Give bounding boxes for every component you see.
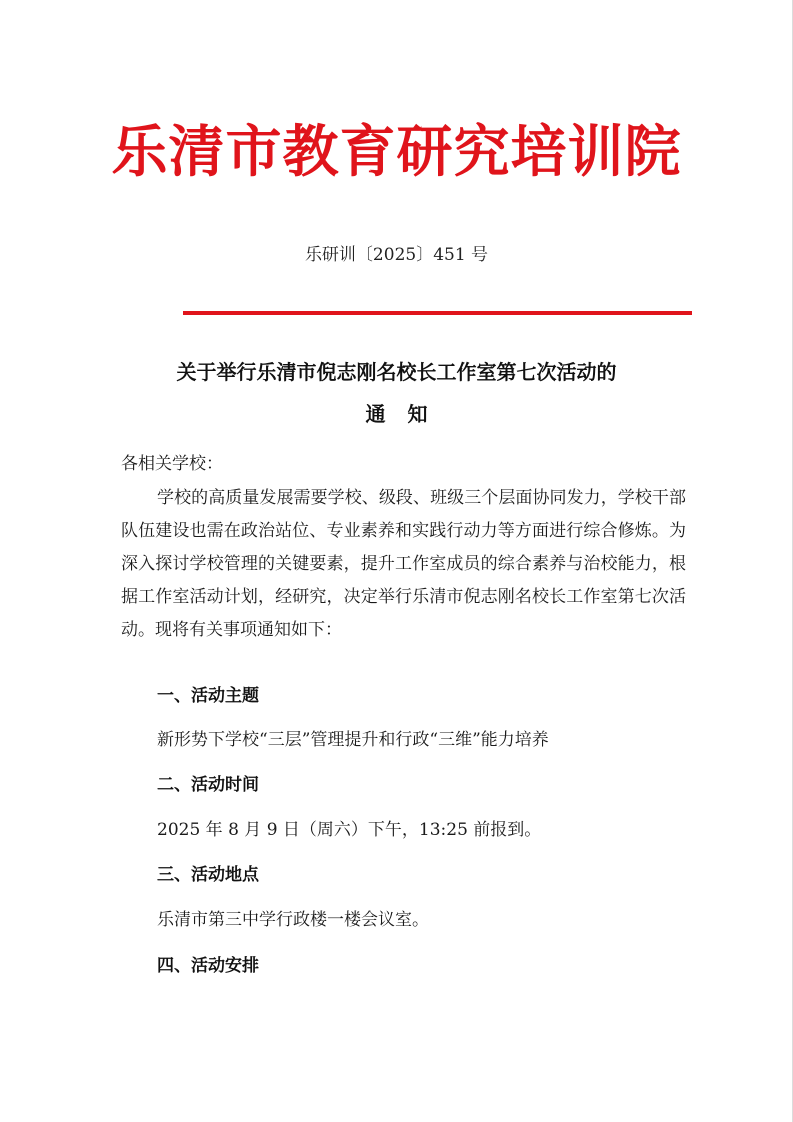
notice-title-line-1: 关于举行乐清市倪志刚名校长工作室第七次活动的 [176,360,617,384]
intro-paragraph: 学校的高质量发展需要学校、级段、班级三个层面协同发力，学校干部队伍建设也需在政治站位、专业素养和实践行动力等方面进行综合修炼。为深入探讨学校管理的关键要素，提升工作室成员的综合素养与治校能力，根据工作室活动计划，经研究，决定举行乐清市倪志刚名校长工作室第七次活动。现将有关事项通知如下： [121,488,686,640]
salutation: 各相关学校： [121,454,223,474]
notice-title-line-2: 通知 [365,402,450,426]
organization-header: 乐清市教育研究培训院 [111,119,682,185]
section-heading-arrangement: 四、活动安排 [157,956,259,976]
section-heading-location: 三、活动地点 [157,865,259,885]
document-number: 乐研训〔2025〕451 号 [304,245,489,265]
section-content-location: 乐清市第三中学行政楼一楼会议室。 [157,910,429,930]
section-heading-theme: 一、活动主题 [157,686,259,706]
section-content-theme: 新形势下学校“三层”管理提升和行政“三维”能力培养 [157,730,549,750]
red-divider-line [183,311,692,315]
section-content-time: 2025 年 8 月 9 日（周六）下午，13:25 前报到。 [157,820,542,840]
section-heading-time: 二、活动时间 [157,775,259,795]
